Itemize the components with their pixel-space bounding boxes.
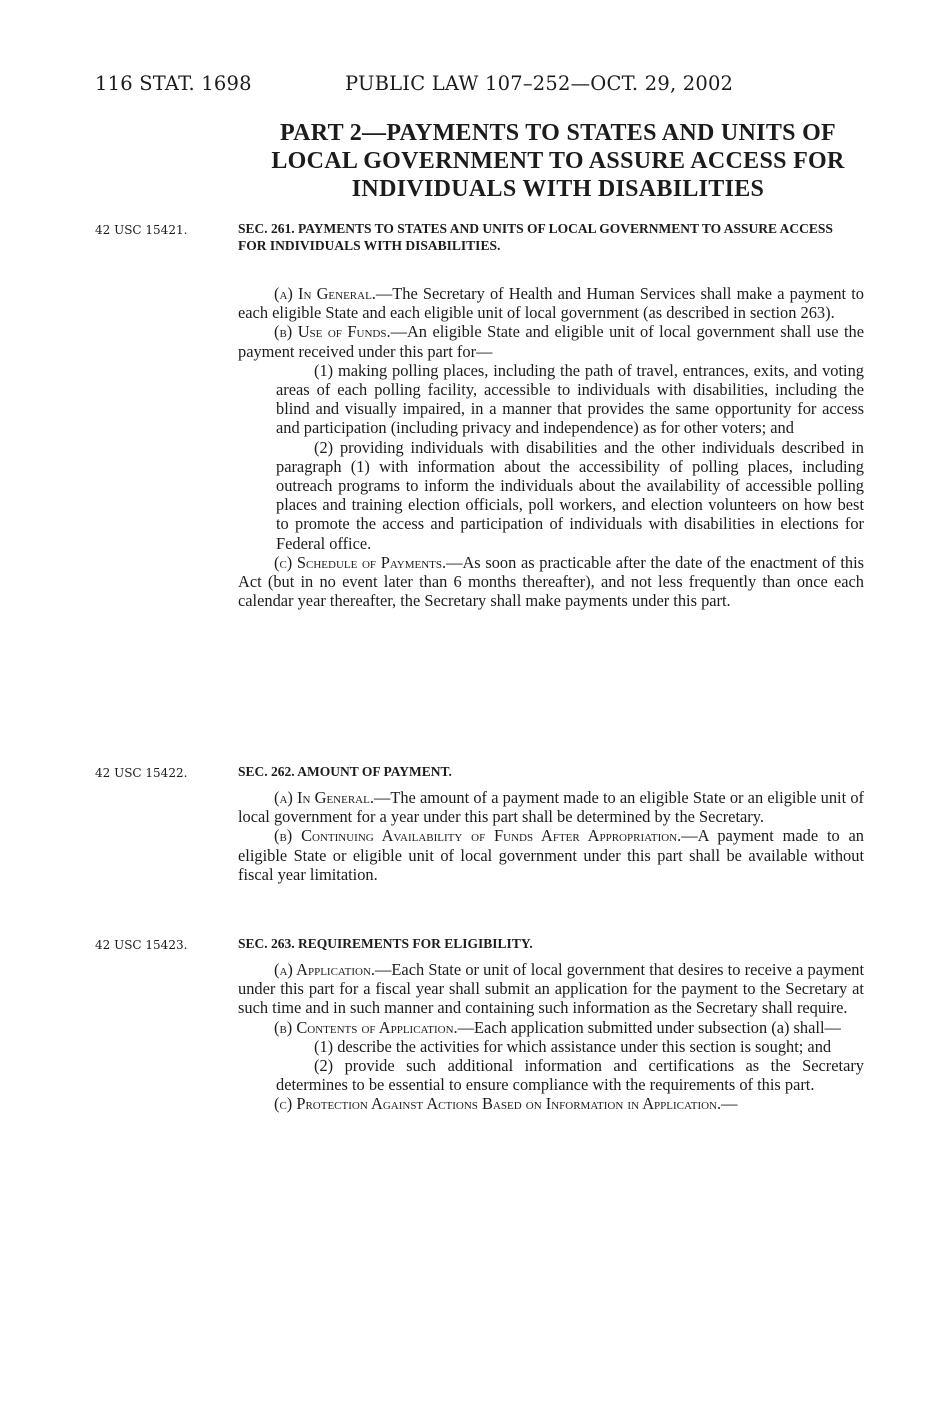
subsection-c: (c) Schedule of Payments.—As soon as practicable after the date of the enactment of this Act (but in no event later than 6 months thereafter), and not less frequently than once each calendar year thereafter, the Secretary shall make payments under this part. (238, 552, 865, 611)
section-title: REQUIREMENTS FOR ELIGIBILITY. (298, 936, 533, 951)
subsection-c: (c) Protection Against Actions Based on Information in Application.— (274, 1094, 738, 1114)
subsection-a: (a) Application.—Each State or unit of local government that desires to receive a payment under this part for a fiscal year shall submit an application for the payment to the Secretary at such time and in such manner and containing such information as the Secretary shall require. (238, 960, 865, 1018)
public-law-citation: PUBLIC LAW 107–252—OCT. 29, 2002 (345, 72, 734, 95)
section-number: SEC. 262. (238, 764, 295, 779)
statute-page-number: 116 STAT. 1698 (95, 72, 252, 95)
paragraph-b1: (1) describe the activities for which assistance under this section is sought; and (314, 1036, 832, 1056)
section-261-heading (238, 220, 864, 254)
paragraph-b1: (1) making polling places, including the path of travel, entrances, exits, and voting areas of each polling facility, accessible to individuals with disabilities, including the blind and visually impaired, in a manner that provides the same opportunity for access and participation (including privacy and independence) as for other voters; and (276, 360, 864, 438)
section-number: SEC. 263. (238, 936, 295, 951)
section-number: SEC. 261. (238, 221, 295, 236)
subsection-a: (a) In General.—The amount of a payment made to an eligible State or an eligible unit of local government for a year under this part shall be determined by the Secretary. (238, 788, 864, 827)
section-title: AMOUNT OF PAYMENT. (297, 764, 452, 779)
subsection-b: (b) Use of Funds.—An eligible State and eligible unit of local government shall use the payment received under this part for— (238, 322, 864, 361)
section-262-body (238, 788, 864, 884)
subsection-a: (a) In General.—The Secretary of Health and Human Services shall make a payment to each eligible State and each eligible unit of local government (as described in section 263). (238, 284, 865, 323)
part-title: PART 2—PAYMENTS TO STATES AND UNITS OF LOCAL GOVERNMENT TO ASSURE ACCESS FOR INDIVIDUALS WITH DISABILITIES (271, 120, 845, 202)
section-263-heading (238, 935, 864, 952)
margin-citation-15422: 42 USC 15422. (95, 766, 188, 780)
section-261-body (238, 284, 864, 610)
subsection-b: (b) Contents of Application.—Each application submitted under subsection (a) shall— (274, 1017, 841, 1037)
margin-citation-15423: 42 USC 15423. (95, 938, 188, 952)
paragraph-b2: (2) provide such additional information and certifications as the Secretary determines to be essential to ensure compliance with the requirements of this part. (276, 1056, 864, 1095)
section-title: PAYMENTS TO STATES AND UNITS OF LOCAL GOVERNMENT TO ASSURE ACCESS FOR INDIVIDUALS WITH DISABILITIES. (238, 221, 833, 253)
section-263-body (238, 960, 864, 1114)
margin-citation-15421: 42 USC 15421. (95, 223, 188, 237)
section-262-heading (238, 763, 864, 780)
subsection-b: (b) Continuing Availability of Funds After Appropriation.—A payment made to an eligible State or eligible unit of local government under this part shall be available without fiscal year limitation. (238, 826, 864, 884)
paragraph-b2: (2) providing individuals with disabilities and the other individuals described in paragraph (1) with information about the accessibility of polling places, including outreach programs to inform the individuals about the availability of accessible polling places and training election officials, poll workers, and election volunteers on how best to promote the access and participation of individuals with disabilities in elections for Federal office. (276, 437, 864, 553)
